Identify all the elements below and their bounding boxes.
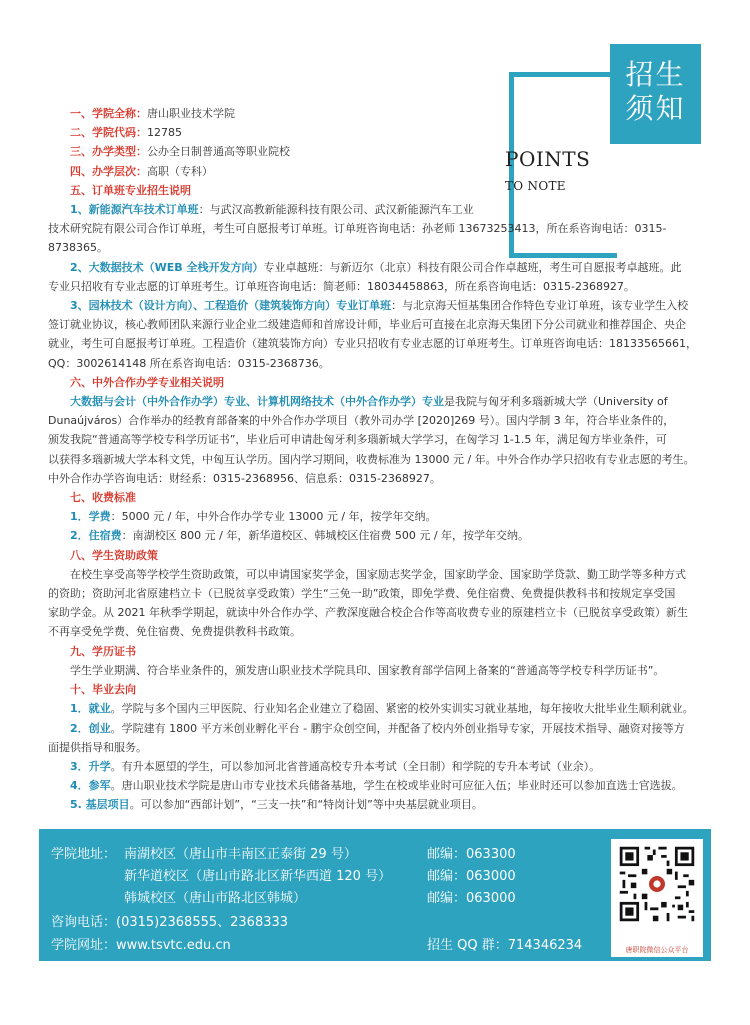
zip-row-1: 邮编：063300: [427, 847, 516, 862]
website-label: 学院网址：: [51, 938, 117, 953]
campus-xinhua: 新华道校区（唐山市路北区新华西道 120 号）: [124, 869, 392, 884]
sec7-item1: 1．学费：5000 元 / 年，中外合作办学专业 13000 元 / 年，按学年交纳。: [70, 510, 437, 524]
sec10-item2-line2: 面提供指导和服务。: [48, 740, 147, 754]
phone-row: [51, 911, 288, 930]
sec6-line4: 以获得多瑙新城大学本科文凭，中匈互认学历。国内学习期间，收费标准为 13000 元 / 年。中外合作办学只招收有专业志愿的考生。: [48, 452, 695, 466]
contact-footer: [39, 829, 711, 961]
points-heading: POINTS: [505, 147, 591, 171]
to-note-subheading: TO NOTE: [505, 179, 566, 193]
title-badge-line1: 招生: [625, 58, 686, 91]
sec10-item2-line1: 2．创业。学院建有 1800 平方米创业孵化平台 - 鹏宇众创空间，并配备了校内外创业指导专家，开展技术指导、融资对接等方: [70, 721, 685, 735]
sec5-item1-line3: 8738365。: [48, 241, 108, 255]
sec8-line2: 的资助；资助河北省原建档立卡（已脱贫享受政策）学生“三免一助”政策，即免学费、免住宿费、免费提供教科书和按规定享受国: [48, 587, 676, 601]
zip-hancheng: 063000: [466, 891, 516, 906]
section-6-title: 六、中外合作办学专业相关说明: [70, 375, 224, 389]
sec7-item2: 2．住宿费：南湖校区 800 元 / 年，新华道校区、韩城校区住宿费 500 元 / 年，按学年交纳。: [70, 529, 530, 543]
address-label: 学院地址：: [51, 847, 117, 862]
qq-row: [427, 934, 582, 953]
sec5-item2-line1: 2、大数据技术（WEB 全栈开发方向）专业卓越班：与新迈尔（北京）科技有限公司合作卓越班，考生可自愿报考卓越班。此: [70, 260, 682, 274]
sec8-line3: 家助学金。从 2021 年秋季学期起，就读中外合作办学、产教深度融合校企合作等高收费专业的原建档立卡（已脱贫享受政策）新生: [48, 606, 688, 620]
title-badge-line2: 须知: [625, 92, 686, 125]
qr-code-icon: [617, 844, 697, 924]
section-7-title: 七、收费标准: [70, 491, 136, 505]
qq-number: 714346234: [507, 938, 583, 953]
sec8-line4: 不再享受免学费、免住宿费、免费提供教科书政策。: [48, 625, 301, 639]
sec5-item3-line4: QQ：3002614148 所在系咨询电话：0315-2368736。: [48, 356, 330, 370]
basic-info-code: 二、学院代码：12785: [70, 126, 182, 140]
sec9-line1: 学生学业期满、符合毕业条件的，颁发唐山职业技术学院具印、国家教育部学信网上备案的“普通高等学校专科学历证书”。: [70, 663, 665, 677]
section-9-title: 九、学历证书: [70, 644, 136, 658]
section-10-title: 十、毕业去向: [70, 683, 136, 697]
sec8-line1: 在校生享受高等学校学生资助政策，可以申请国家奖学金，国家励志奖学金，国家助学金、国家助学贷款、勤工助学等多种方式: [70, 567, 686, 581]
campus-hancheng: 韩城校区（唐山市路北区韩城）: [124, 891, 307, 906]
sec10-item1: 1．就业。学院与多个国内三甲医院、行业知名企业建立了稳固、紧密的校外实训实习就业基地，每年接收大批毕业生顺利就业。: [70, 702, 694, 716]
main-content: [48, 104, 706, 815]
zip-row-3: 邮编：063000: [427, 891, 516, 906]
sec10-item4: 4．参军。唐山职业技术学院是唐山市专业技术兵储备基地，学生在校或毕业时可应征入伍；毕业时还可以参加直选士官选拔。: [70, 779, 683, 793]
sec5-item3-line3: 就业，考生可自愿报考订单班。工程造价（建筑装饰方向）专业只招收有专业志愿的订单班考生。订单班咨询电话：18133565661，: [48, 337, 697, 351]
zip-xinhua: 063000: [466, 869, 516, 884]
campus-nanhu: 南湖校区（唐山市丰南区正泰街 29 号）: [124, 847, 357, 862]
sec10-item3: 3．升学。有升本愿望的学生，可以参加河北省普通高校专升本考试（全日制）和学院的专升本考试（业余）。: [70, 759, 601, 773]
sec6-line2: Dunaújváros）合作举办的经教育部备案的中外合作办学项目（教外司办学 [2020]269 号）。国内学制 3 年，符合毕业条件的，: [48, 414, 675, 428]
basic-info-type: 三、办学类型：公办全日制普通高等职业院校: [70, 145, 290, 159]
section-8-title: 八、学生资助政策: [70, 548, 158, 562]
sec5-item1-line2: 技术研究院有限公司合作订单班，考生可自愿报考订单班。订单班咨询电话：孙老师 13673253413，所在系咨询电话：0315-: [48, 222, 667, 236]
website-row: [51, 934, 231, 953]
qr-code-card: [611, 839, 703, 957]
basic-info-level: 四、办学层次：高职（专科）: [70, 164, 213, 178]
zip-row-2: 邮编：063000: [427, 869, 516, 884]
sec6-line1: 大数据与会计（中外合作办学）专业、计算机网络技术（中外合作办学）专业是我院与匈牙利多瑙新城大学（University of: [70, 395, 668, 409]
sec5-item2-line2: 专业只招收有专业志愿的订单班考生。订单班咨询电话：简老师：18034458863，所在系咨询电话：0315-2368927。: [48, 279, 635, 293]
section-5-title: 五、订单班专业招生说明: [70, 183, 191, 197]
phone-number: (0315)2368555、2368333: [116, 915, 289, 930]
sec5-item3-line1: 3、园林技术（设计方向）、工程造价（建筑装饰方向）专业订单班：与北京海天恒基集团合作特色专业订单班，该专业学生入校: [70, 299, 689, 313]
zip-nanhu: 063300: [466, 847, 516, 862]
phone-label: 咨询电话：: [51, 915, 117, 930]
sec6-line3: 颁发我院“普通高等学校专科学历证书”，毕业后可申请赴匈牙利多瑙新城大学学习，在匈学习 1-1.5 年，满足匈方毕业条件，可: [48, 433, 667, 447]
website-link[interactable]: www.tsvtc.edu.cn: [116, 938, 231, 953]
address-row-1: [51, 843, 357, 862]
sec6-line5: 中外合作办学咨询电话：财经系：0315-2368956、信息系：0315-2368927。: [48, 471, 441, 485]
basic-info-name: 一、学院全称：唐山职业技术学院: [70, 107, 235, 120]
sec10-item5: 5. 基层项目。可以参加“西部计划”，“三支一扶”和“特岗计划”等中央基层就业项目。: [70, 798, 483, 812]
qr-caption: 唐职院微信公众平台: [625, 946, 689, 954]
sec5-item1-line1: 1、新能源汽车技术订单班：与武汉高教新能源科技有限公司、武汉新能源汽车工业: [70, 203, 474, 217]
qq-label: 招生 QQ 群：: [427, 938, 508, 953]
sec5-item3-line2: 签订就业协议，核心教师团队来源行业企业二级建造师和首席设计师，毕业后可直接在北京海天集团下分公司就业和推荐国企、央企: [48, 318, 686, 332]
